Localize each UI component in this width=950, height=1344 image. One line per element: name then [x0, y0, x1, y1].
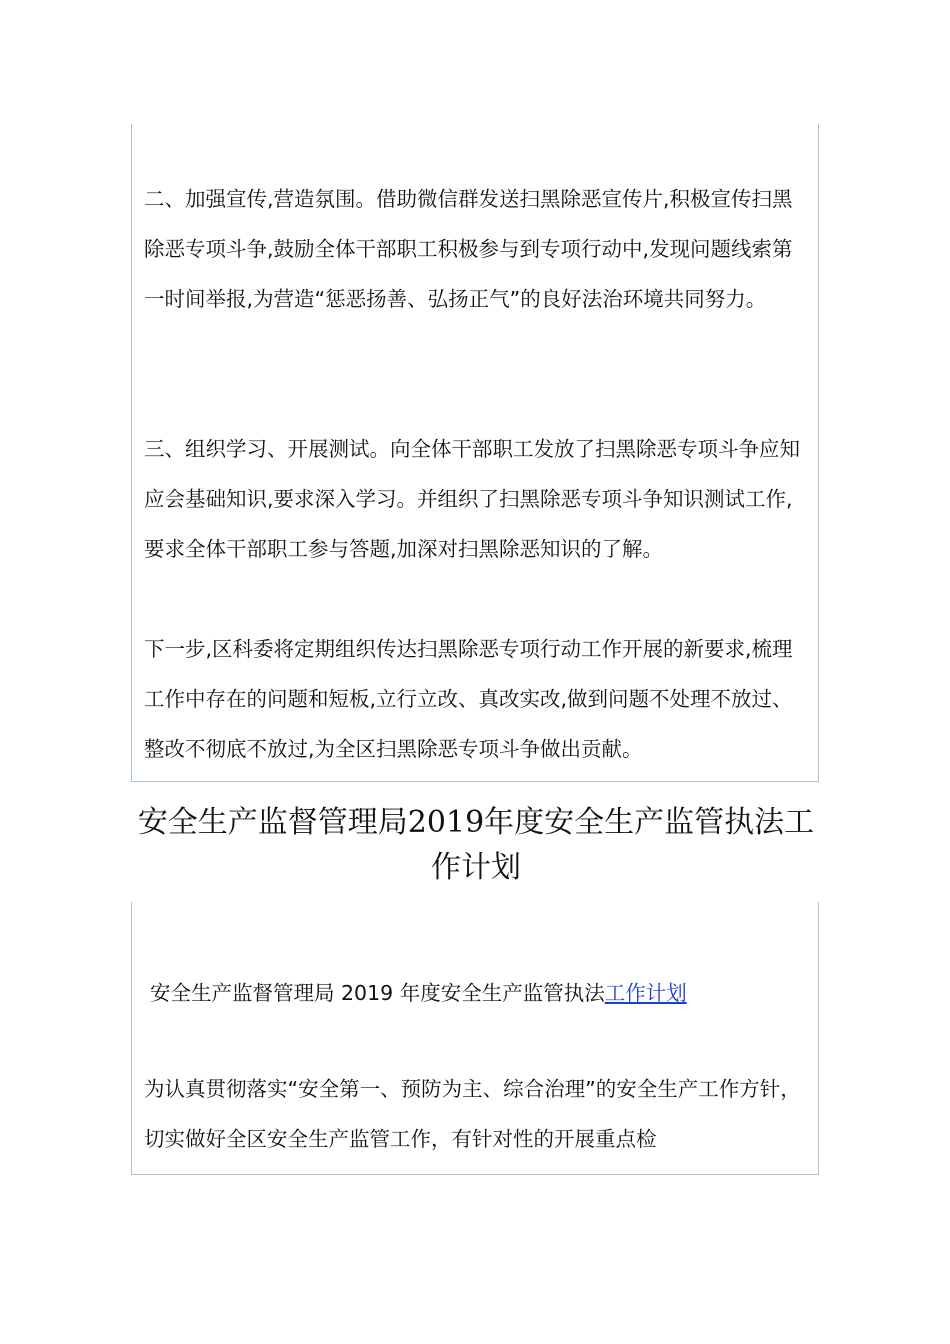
document-title: 安全生产监督管理局2019年度安全生产监管执法工作计划 — [137, 805, 815, 885]
paragraph-plan-intro: 为认真贯彻落实“安全第一、预防为主、综合治理”的安全生产工作方针，切实做好全区安全生产监管工作，有针对性的开展重点检 — [144, 1077, 801, 1151]
content-box-1 — [131, 124, 819, 782]
plan-subtitle-text: 安全生产监督管理局 2019 年度安全生产监管执法 — [150, 981, 605, 1005]
content-box-2 — [131, 902, 819, 1175]
paragraph-publicity: 二、加强宣传,营造氛围。借助微信群发送扫黑除恶宣传片,积极宣传扫黑除恶专项斗争,鼓励全体干部职工积极参与到专项行动中,发现问题线索第一时间举报,为营造“惩恶扬善、弘扬正气”的良好法治环境共同努力。 — [144, 187, 793, 311]
plan-subtitle — [150, 968, 687, 1018]
paragraph-study-test: 三、组织学习、开展测试。向全体干部职工发放了扫黑除恶专项斗争应知应会基础知识,要求深入学习。并组织了扫黑除恶专项斗争知识测试工作,要求全体干部职工参与答题,加深对扫黑除恶知识的了解。 — [144, 437, 800, 561]
work-plan-link[interactable]: 工作计划 — [604, 981, 687, 1005]
paragraph-next-step: 下一步,区科委将定期组织传达扫黑除恶专项行动工作开展的新要求,梳理工作中存在的问题和短板,立行立改、真改实改,做到问题不处理不放过、整改不彻底不放过,为全区扫黑除恶专项斗争做出贡献。 — [144, 637, 793, 761]
